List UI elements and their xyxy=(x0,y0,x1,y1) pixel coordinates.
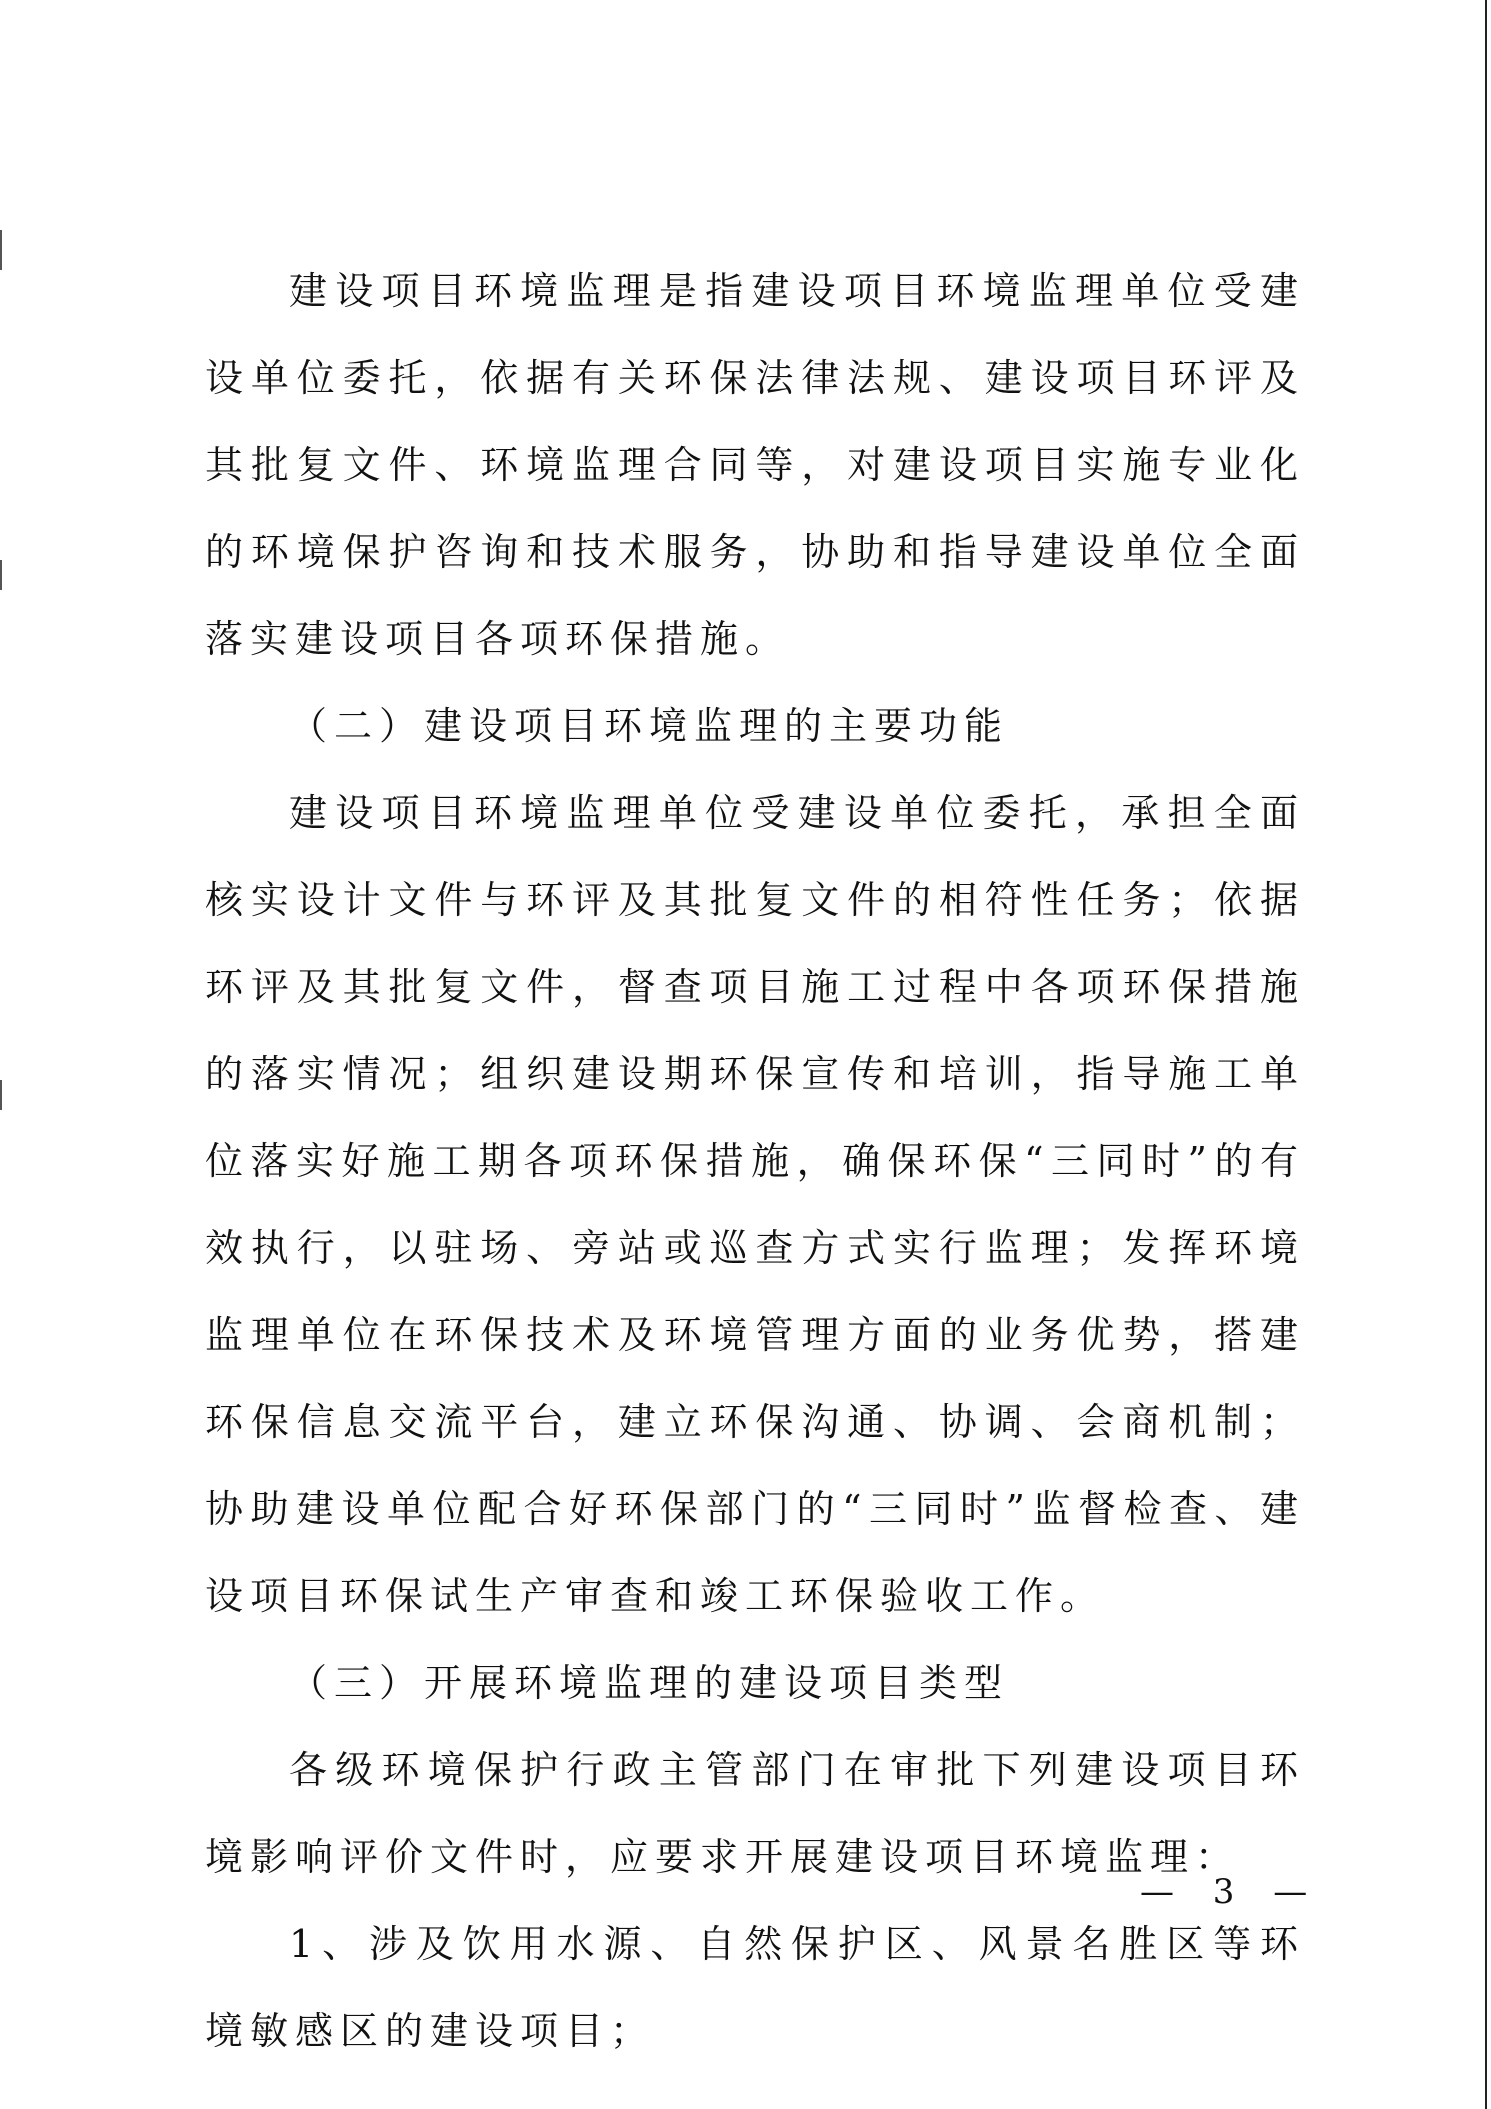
section-heading-main-functions: （二）建设项目环境监理的主要功能 xyxy=(289,704,1010,748)
scan-border-left-mark xyxy=(0,560,2,590)
list-item-1: 1、涉及饮用水源、自然保护区、风景名胜区等环境敏感区的建设项目； xyxy=(205,1922,1305,2053)
document-body xyxy=(205,248,1305,2075)
paragraph-requirement: 各级环境保护行政主管部门在审批下列建设项目环境影响评价文件时，应要求开展建设项目环境监理： xyxy=(205,1748,1305,1879)
scan-border-left-mark xyxy=(0,1080,2,1110)
section-heading-project-types: （三）开展环境监理的建设项目类型 xyxy=(289,1661,1010,1705)
paragraph-definition: 建设项目环境监理是指建设项目环境监理单位受建设单位委托，依据有关环保法律法规、建设项目环评及其批复文件、环境监理合同等，对建设项目实施专业化的环境保护咨询和技术服务，协助和指导建设单位全面落实建设项目各项环保措施。 xyxy=(205,269,1305,661)
scan-border-left-mark xyxy=(0,230,2,270)
paragraph-functions: 建设项目环境监理单位受建设单位委托，承担全面核实设计文件与环评及其批复文件的相符性任务；依据环评及其批复文件，督查项目施工过程中各项环保措施的落实情况；组织建设期环保宣传和培训，指导施工单位落实好施工期各项环保措施，确保环保“三同时”的有效执行，以驻场、旁站或巡查方式实行监理；发挥环境监理单位在环保技术及环境管理方面的业务优势，搭建环保信息交流平台，建立环保沟通、协调、会商机制；协助建设单位配合好环保部门的“三同时”监督检查、建设项目环保试生产审查和竣工环保验收工作。 xyxy=(205,791,1305,1618)
scan-border-right xyxy=(1485,0,1487,2109)
page-number: — 3 — xyxy=(1140,1872,1322,1912)
